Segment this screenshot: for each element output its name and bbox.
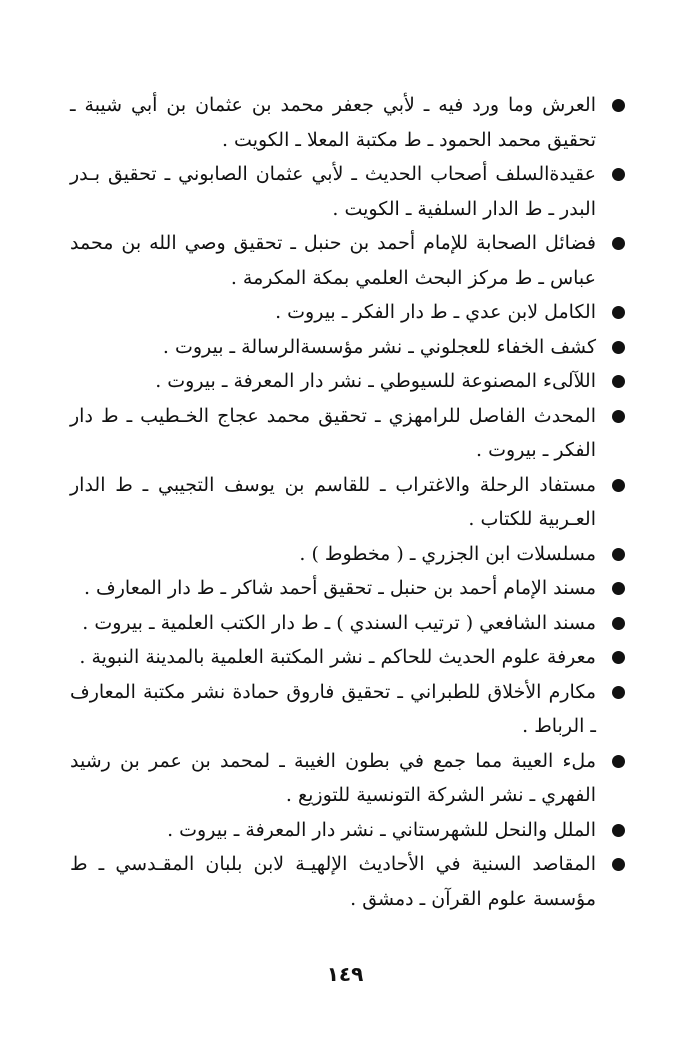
reference-text: اللآلىء المصنوعة للسيوطي ـ نشر دار المعرفة ـ بيروت .	[155, 370, 596, 392]
bullet-icon	[612, 686, 625, 699]
bullet-icon	[612, 858, 625, 871]
reference-text: مسند الشافعي ( ترتيب السندي ) ـ ط دار الكتب العلمية ـ بيروت .	[82, 611, 596, 634]
reference-item	[70, 640, 628, 675]
reference-text: عقيدةالسلف أصحاب الحديث ـ لأبي عثمان الصابوني ـ تحقيق بـدر البدر ـ ط الدار السلفية ـ الكويت .	[70, 163, 596, 220]
reference-text: ملء العيبة مما جمع في بطون الغيبة ـ لمحمد بن عمر بن رشيد الفهري ـ نشر الشركة التونسية للتوزيع .	[70, 749, 596, 806]
reference-item	[70, 399, 628, 468]
page-number: ١٤٩	[326, 962, 364, 986]
reference-item	[70, 468, 628, 537]
reference-item	[70, 813, 628, 848]
reference-text: معرفة علوم الحديث للحاكم ـ نشر المكتبة العلمية بالمدينة النبوية .	[79, 646, 596, 668]
bullet-icon	[612, 410, 625, 423]
bullet-icon	[612, 824, 625, 837]
reference-text: المحدث الفاصل للرامهزي ـ تحقيق محمد عجاج الخـطيب ـ ط دار الفكر ـ بيروت .	[70, 404, 596, 461]
reference-text: مسلسلات ابن الجزري ـ ( مخطوط ) .	[299, 542, 596, 565]
reference-item	[70, 744, 628, 813]
reference-item	[70, 295, 628, 330]
reference-text: الكامل لابن عدي ـ ط دار الفكر ـ بيروت .	[275, 301, 596, 323]
reference-text: الملل والنحل للشهرستاني ـ نشر دار المعرفة ـ بيروت .	[167, 818, 596, 841]
bullet-icon	[612, 582, 625, 595]
reference-item	[70, 226, 628, 295]
bullet-icon	[612, 548, 625, 561]
reference-text: مستفاد الرحلة والاغتراب ـ للقاسم بن يوسف التجيبي ـ ط الدار العـربية للكتاب .	[70, 473, 596, 530]
reference-list	[70, 88, 628, 916]
bullet-icon	[612, 306, 625, 319]
bullet-icon	[612, 755, 625, 768]
reference-item	[70, 571, 628, 606]
reference-text: فضائل الصحابة للإمام أحمد بن حنبل ـ تحقيق وصي الله بن محمد عباس ـ ط مركز البحث العلمي بمكة المكرمة .	[70, 232, 596, 289]
reference-item	[70, 675, 628, 744]
reference-text: كشف الخفاء للعجلوني ـ نشر مؤسسةالرسالة ـ بيروت .	[162, 335, 596, 358]
reference-item	[70, 537, 628, 572]
bullet-icon	[612, 168, 625, 181]
reference-page	[70, 88, 628, 916]
bullet-icon	[612, 341, 625, 354]
bullet-icon	[612, 479, 625, 492]
reference-item	[70, 606, 628, 641]
reference-item	[70, 847, 628, 916]
reference-item	[70, 88, 628, 157]
bullet-icon	[612, 237, 625, 250]
bullet-icon	[612, 99, 625, 112]
bullet-icon	[612, 617, 625, 630]
reference-text: العرش وما ورد فيه ـ لأبي جعفر محمد بن عثمان بن أبي شيبة ـ تحقيق محمد الحمود ـ ط مكتبة المعلا ـ الكويت .	[70, 94, 596, 151]
bullet-icon	[612, 651, 625, 664]
bullet-icon	[612, 375, 625, 388]
reference-text: مسند الإمام أحمد بن حنبل ـ تحقيق أحمد شاكر ـ ط دار المعارف .	[83, 577, 596, 599]
reference-item	[70, 157, 628, 226]
reference-text: المقاصد السنية في الأحاديث الإلهيـة لابن بلبان المقـدسي ـ ط مؤسسة علوم القرآن ـ دمشق .	[70, 853, 596, 910]
reference-item	[70, 364, 628, 399]
reference-text: مكارم الأخلاق للطبراني ـ تحقيق فاروق حمادة نشر مكتبة المعارف ـ الرباط .	[70, 680, 596, 737]
reference-item	[70, 330, 628, 365]
